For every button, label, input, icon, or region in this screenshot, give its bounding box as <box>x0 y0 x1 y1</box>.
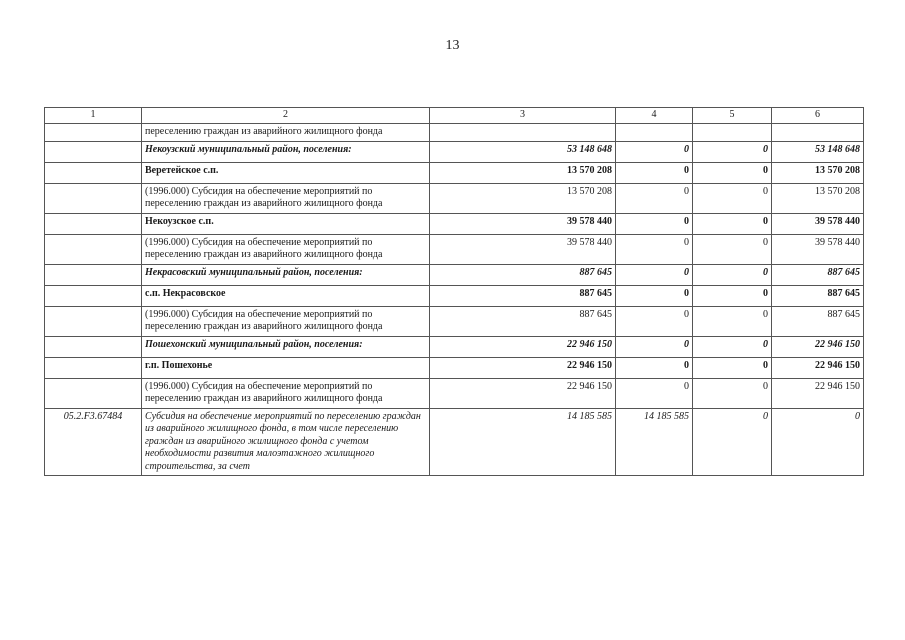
row-name-cell: (1996.000) Субсидия на обеспечение мероприятий по переселению граждан из аварийного жилищного фонда <box>142 378 430 408</box>
row-code-cell <box>45 357 142 378</box>
row-col5-cell: 0 <box>693 378 772 408</box>
header-col-6: 6 <box>772 108 864 124</box>
row-col5-cell: 0 <box>693 141 772 162</box>
table-row <box>45 285 864 306</box>
row-col6-cell: 887 645 <box>772 264 864 285</box>
row-col6-cell: 13 570 208 <box>772 162 864 183</box>
row-code-cell <box>45 213 142 234</box>
row-col3-cell: 887 645 <box>430 285 616 306</box>
row-name-cell: Некоузское с.п. <box>142 213 430 234</box>
table-row <box>45 183 864 213</box>
header-col-1: 1 <box>45 108 142 124</box>
row-code-cell <box>45 285 142 306</box>
row-code-cell <box>45 306 142 336</box>
row-col6-cell: 0 <box>772 408 864 476</box>
row-col3-cell <box>430 124 616 142</box>
row-col4-cell: 0 <box>616 213 693 234</box>
row-col4-cell: 0 <box>616 141 693 162</box>
row-col6-cell: 22 946 150 <box>772 378 864 408</box>
row-col5-cell: 0 <box>693 213 772 234</box>
row-col6-cell: 22 946 150 <box>772 336 864 357</box>
row-col5-cell: 0 <box>693 264 772 285</box>
row-name-cell: г.п. Пошехонье <box>142 357 430 378</box>
row-col4-cell: 0 <box>616 183 693 213</box>
row-col5-cell: 0 <box>693 357 772 378</box>
row-col4-cell: 0 <box>616 162 693 183</box>
row-col3-cell: 887 645 <box>430 264 616 285</box>
row-col3-cell: 887 645 <box>430 306 616 336</box>
row-col5-cell <box>693 124 772 142</box>
row-col3-cell: 39 578 440 <box>430 234 616 264</box>
table-row <box>45 141 864 162</box>
row-col3-cell: 53 148 648 <box>430 141 616 162</box>
row-col3-cell: 22 946 150 <box>430 357 616 378</box>
table-row <box>45 357 864 378</box>
row-col4-cell <box>616 124 693 142</box>
row-col3-cell: 13 570 208 <box>430 162 616 183</box>
row-col6-cell <box>772 124 864 142</box>
row-col3-cell: 14 185 585 <box>430 408 616 476</box>
row-col4-cell: 14 185 585 <box>616 408 693 476</box>
header-col-2: 2 <box>142 108 430 124</box>
row-col4-cell: 0 <box>616 336 693 357</box>
table-row <box>45 234 864 264</box>
table-row <box>45 336 864 357</box>
row-col6-cell: 39 578 440 <box>772 234 864 264</box>
row-col5-cell: 0 <box>693 408 772 476</box>
table-row <box>45 264 864 285</box>
header-col-4: 4 <box>616 108 693 124</box>
row-col4-cell: 0 <box>616 306 693 336</box>
header-col-3: 3 <box>430 108 616 124</box>
row-col4-cell: 0 <box>616 264 693 285</box>
budget-table <box>44 107 864 476</box>
row-name-cell: Некрасовский муниципальный район, поселения: <box>142 264 430 285</box>
row-col4-cell: 0 <box>616 285 693 306</box>
row-name-cell: (1996.000) Субсидия на обеспечение мероприятий по переселению граждан из аварийного жилищного фонда <box>142 306 430 336</box>
row-code-cell <box>45 141 142 162</box>
row-col5-cell: 0 <box>693 306 772 336</box>
table-row <box>45 378 864 408</box>
row-col5-cell: 0 <box>693 336 772 357</box>
row-col5-cell: 0 <box>693 162 772 183</box>
row-code-cell <box>45 336 142 357</box>
row-name-cell: (1996.000) Субсидия на обеспечение мероприятий по переселению граждан из аварийного жилищного фонда <box>142 234 430 264</box>
row-name-cell: Веретейское с.п. <box>142 162 430 183</box>
row-code-cell <box>45 234 142 264</box>
row-code-cell <box>45 183 142 213</box>
row-col3-cell: 22 946 150 <box>430 378 616 408</box>
row-code-cell <box>45 162 142 183</box>
row-col5-cell: 0 <box>693 285 772 306</box>
table-row <box>45 124 864 142</box>
table-header-row <box>45 108 864 124</box>
table-row <box>45 306 864 336</box>
row-col6-cell: 13 570 208 <box>772 183 864 213</box>
row-col6-cell: 887 645 <box>772 306 864 336</box>
table-row <box>45 408 864 476</box>
row-col6-cell: 22 946 150 <box>772 357 864 378</box>
page-number: 13 <box>445 38 460 53</box>
row-code-cell: 05.2.F3.67484 <box>45 408 142 476</box>
row-col3-cell: 22 946 150 <box>430 336 616 357</box>
row-col5-cell: 0 <box>693 183 772 213</box>
row-code-cell <box>45 264 142 285</box>
header-col-5: 5 <box>693 108 772 124</box>
row-col5-cell: 0 <box>693 234 772 264</box>
row-col3-cell: 13 570 208 <box>430 183 616 213</box>
row-col4-cell: 0 <box>616 378 693 408</box>
row-code-cell <box>45 378 142 408</box>
row-name-cell: с.п. Некрасовское <box>142 285 430 306</box>
row-name-cell: (1996.000) Субсидия на обеспечение мероприятий по переселению граждан из аварийного жилищного фонда <box>142 183 430 213</box>
row-name-cell: переселению граждан из аварийного жилищного фонда <box>142 124 430 142</box>
row-col6-cell: 53 148 648 <box>772 141 864 162</box>
row-col6-cell: 887 645 <box>772 285 864 306</box>
row-col4-cell: 0 <box>616 357 693 378</box>
row-col6-cell: 39 578 440 <box>772 213 864 234</box>
table-row <box>45 213 864 234</box>
row-col4-cell: 0 <box>616 234 693 264</box>
row-name-cell: Пошехонский муниципальный район, поселения: <box>142 336 430 357</box>
table-row <box>45 162 864 183</box>
row-code-cell <box>45 124 142 142</box>
row-name-cell: Субсидия на обеспечение мероприятий по переселению граждан из аварийного жилищного фонда, в том числе переселению граждан из аварийного жилищного фонда с учетом необходимости развития малоэтажного жилищного строительства, за счет <box>142 408 430 476</box>
row-name-cell: Некоузский муниципальный район, поселения: <box>142 141 430 162</box>
row-col3-cell: 39 578 440 <box>430 213 616 234</box>
